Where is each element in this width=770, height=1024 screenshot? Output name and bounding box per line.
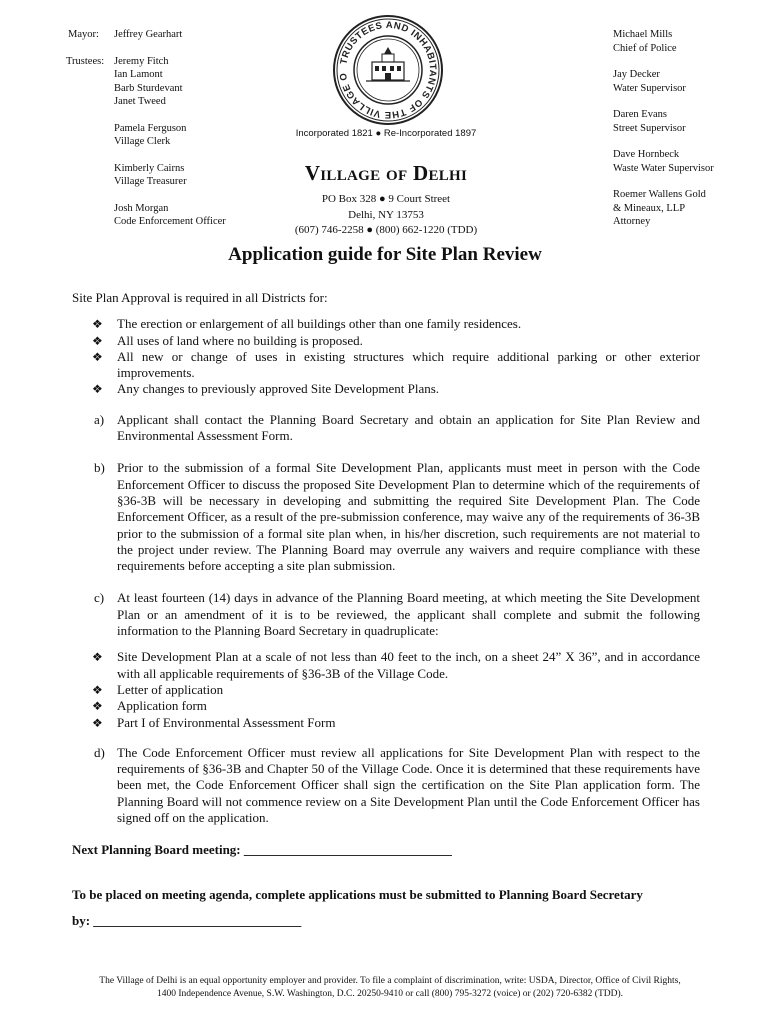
diamond-bullet-icon: ❖ xyxy=(92,650,103,665)
list-item-text: Any changes to previously approved Site Development Plans. xyxy=(117,381,440,397)
address-line-1: PO Box 328 ● 9 Court Street xyxy=(321,193,451,205)
official-title: Waste Water Supervisor xyxy=(613,162,714,174)
seal-text: TRUSTEES AND INHABITANTS OF THE VILLAGE O xyxy=(337,19,439,121)
trustee-name: Barb Sturdevant xyxy=(114,82,183,94)
step-letter: c) xyxy=(94,590,105,606)
list-item-text: All new or change of uses in existing structures which require additional parking or other exterior improvements. xyxy=(117,348,700,381)
incorporation-line: Incorporated 1821 ● Re-Incorporated 1897 xyxy=(295,128,477,139)
village-header xyxy=(270,128,502,239)
trustee-name: Ian Lamont xyxy=(114,69,163,80)
official-name-line-2: & Mineaux, LLP xyxy=(613,202,686,214)
list-item-text: The erection or enlargement of all buildings other than one family residences. xyxy=(117,316,522,332)
step-text: Prior to the submission of a formal Site Development Plan, applicants must meet in person with the Code Enforcement Officer to discuss the proposed Site Development Plan to determine which of the requirements of §36-3B will be necessary in developing and submitting the required Site Development Plan. The Code Enforcement Officer, as a result of the pre-submission conference, may waive any of the requirements of 36-3B prior to the submission of a formal site plan when, in his/her discretion, such requirements are not material to the project under review. The Planning Board may overrule any waivers and require compliance with these requirements before accepting a site plan submission. xyxy=(117,460,700,574)
diamond-bullet-icon: ❖ xyxy=(92,382,103,397)
agenda-line-2: by: ________________________________ xyxy=(72,912,302,928)
official-title: Attorney xyxy=(613,216,651,227)
diamond-bullet-icon: ❖ xyxy=(92,699,103,714)
clerk-title: Village Clerk xyxy=(114,136,171,147)
step-letter: a) xyxy=(94,411,105,427)
official-title: Street Supervisor xyxy=(613,122,686,134)
list-item xyxy=(92,649,700,682)
treasurer-title: Village Treasurer xyxy=(114,176,187,187)
list-item-text: Letter of application xyxy=(117,681,224,697)
official-name: Daren Evans xyxy=(613,109,667,120)
official-name: Dave Hornbeck xyxy=(613,149,680,160)
clerk-name: Pamela Ferguson xyxy=(114,122,187,134)
submission-list xyxy=(92,649,700,730)
list-item-text: Part I of Environmental Assessment Form xyxy=(117,714,336,730)
step-letter: d) xyxy=(94,744,105,760)
village-seal xyxy=(332,14,444,126)
village-seal-icon xyxy=(332,14,444,126)
official-title: Water Supervisor xyxy=(613,82,686,94)
list-item xyxy=(92,333,700,349)
diamond-bullet-icon: ❖ xyxy=(92,682,103,697)
official-name: Michael Mills xyxy=(613,29,673,40)
step-text: At least fourteen (14) days in advance of the Planning Board meeting, at which meeting the Site Development Plan or an amendment of it is to be reviewed, the applicant shall complete and submit the following information to the Planning Board Secretary in quadruplicate: xyxy=(117,590,700,639)
list-item xyxy=(92,682,700,698)
ceo-title: Code Enforcement Officer xyxy=(114,216,226,227)
officials-left-column xyxy=(68,28,268,242)
step-a xyxy=(72,412,700,445)
document-body xyxy=(72,290,700,929)
step-letter: b) xyxy=(94,460,105,476)
next-meeting-line: Next Planning Board meeting: ________________________________ xyxy=(72,842,452,858)
list-item-text: Application form xyxy=(117,698,207,714)
list-item xyxy=(92,381,700,397)
footer-line-1: The Village of Delhi is an equal opportunity employer and provider. To file a complaint of discrimination, write: USDA, Director, Office of Civil Rights, xyxy=(99,976,681,986)
step-d xyxy=(72,745,700,826)
list-item xyxy=(92,316,700,332)
footer-line-2: 1400 Independence Avenue, S.W. Washington, D.C. 20250-9410 or call (800) 795-3272 (voice) or (202) 720-6382 (TDD). xyxy=(156,989,624,999)
intro-text: Site Plan Approval is required in all Districts for: xyxy=(72,290,328,305)
step-text: Applicant shall contact the Planning Board Secretary and obtain an application for Site Plan Review and Environmental Assessment Form. xyxy=(117,411,700,444)
list-item xyxy=(92,698,700,714)
step-c xyxy=(72,590,700,639)
official-name: Jay Decker xyxy=(613,69,660,80)
diamond-bullet-icon: ❖ xyxy=(92,317,103,332)
address-line-2: Delhi, NY 13753 xyxy=(348,208,424,221)
diamond-bullet-icon: ❖ xyxy=(92,349,103,364)
agenda-line-1: To be placed on meeting agenda, complete applications must be submitted to Planning Board Secretary xyxy=(72,886,643,902)
list-item xyxy=(92,349,700,382)
official-title: Chief of Police xyxy=(613,42,677,54)
step-text: The Code Enforcement Officer must review all applications for Site Development Plan with respect to the requirements of §36-3B and Chapter 50 of the Village Code. Once it is determined that these requirements have been met, the Code Enforcement Officer shall sign the certification on the Site Plan application form. The Planning Board will not commence review on a Site Development Plan until the Code Enforcement Officer has signed off on the application. xyxy=(117,744,700,826)
mayor-name: Jeffrey Gearhart xyxy=(114,29,183,40)
list-item xyxy=(92,715,700,731)
official-name: Roemer Wallens Gold xyxy=(613,189,706,200)
phone-line: (607) 746-2258 ● (800) 662-1220 (TDD) xyxy=(294,224,478,236)
page-title: Application guide for Site Plan Review xyxy=(228,244,542,265)
ceo-name: Josh Morgan xyxy=(114,202,169,214)
mayor-label: Mayor: xyxy=(68,29,99,40)
list-item-text: Site Development Plan at a scale of not less than 40 feet to the inch, on a sheet 24” X 36”, and in accordance with all applicable requirements of §36-3B of the Village Code. xyxy=(117,649,700,681)
diamond-bullet-icon: ❖ xyxy=(92,333,103,348)
step-b xyxy=(72,460,700,574)
requirements-list xyxy=(92,316,700,397)
footer-notice xyxy=(50,975,730,1001)
trustee-name: Janet Tweed xyxy=(114,96,166,107)
village-name: Village of Delhi xyxy=(304,161,468,185)
list-item-text: All uses of land where no building is proposed. xyxy=(117,332,363,348)
treasurer-name: Kimberly Cairns xyxy=(114,162,185,174)
diamond-bullet-icon: ❖ xyxy=(92,715,103,730)
trustee-name: Jeremy Fitch xyxy=(114,55,169,67)
trustees-label: Trustees: xyxy=(66,55,105,67)
officials-right-column xyxy=(613,28,763,242)
